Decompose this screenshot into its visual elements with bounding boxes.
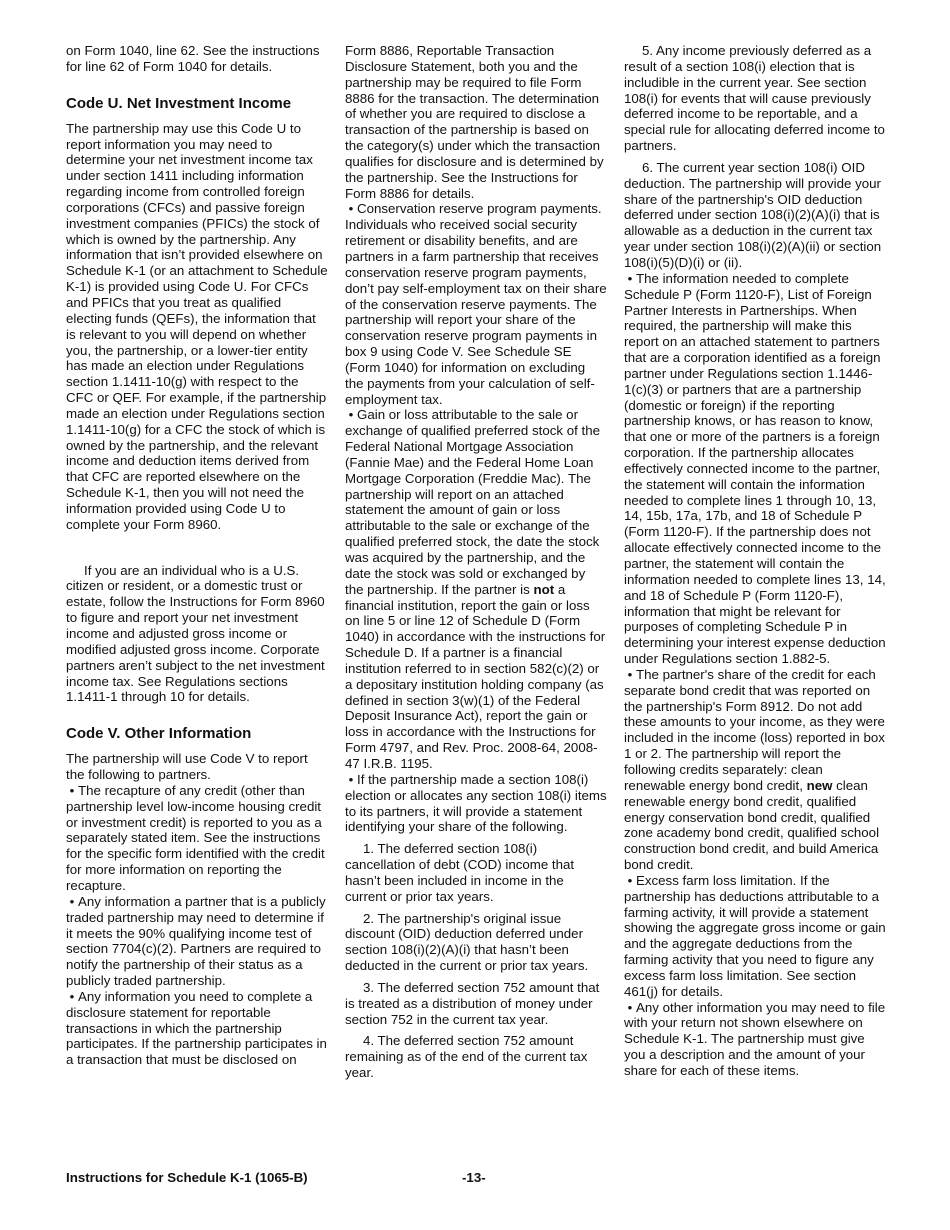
bullet-item xyxy=(66,783,328,894)
bold-text: new xyxy=(806,777,833,793)
bullet-text: clean renewable energy bond credit, qualified energy conservation bond credit, qualified zone academy bond credit, qualified school construction bond credit, and build America bond credit. xyxy=(624,777,880,873)
paragraph: The partnership may use this Code U to report information you may need to determine your net investment income tax under section 1411 including information regarding income from controlled foreign corporations (CFCs) and passive foreign investment companies (PFICs) the stock of which is owned by the partnership. Any information that isn’t provided elsewhere on Schedule K-1 (or an attachment to Schedule K-1) is provided using Code U. For CFCs and PFICs that you treat as qualified electing funds (QEFs), the information that is relevant to you will depend on whether you, the partnership, or a lower-tier entity has made an election under Regulations section 1.1411-10(g) with respect to the CFC or QEF. For example, if the partnership made an election under Regulations section 1.1411-10(g) for a CFC the stock of which is owned by the partnership, and the relevant income and deduction items derived from that CFC are reported elsewhere on the Schedule K-1, then you will not need the information provided using Code U to complete your Form 8960. xyxy=(66,120,328,532)
bullet-item xyxy=(624,271,886,667)
bullet-text: Excess farm loss limitation. If the partnership has deductions attributable to a farming activity, it will provide a statement showing the aggregate gross income or gain and the aggregate deductions from the farming activity that you need to figure any excess farm loss limitation. See section 461(j) for details. xyxy=(624,872,886,999)
bullet-text: Gain or loss attributable to the sale or exchange of qualified preferred stock of the Federal National Mortgage Association (Fannie Mae) and the Federal Home Loan Mortgage Corporation (Freddie Mac). The partnership will report on an attached statement the amount of gain or loss attributable to the sale or exchange of the qualified preferred stock, the date the stock was acquired by the partnership, and the date the stock was sold or exchanged by the partnership. If the partner is xyxy=(345,407,601,597)
bullet-item xyxy=(66,894,328,989)
numbered-item: 2. The partnership's original issue discount (OID) deduction deferred under section 108(i)(2)(A)(i) that hasn’t been deducted in the current or prior tax years. xyxy=(345,910,589,974)
bullet-item xyxy=(624,873,886,1000)
heading-code-u: Code U. Net Investment Income xyxy=(66,94,292,112)
numbered-item: 4. The deferred section 752 amount remaining as of the end of the current tax year. xyxy=(345,1033,588,1081)
paragraph: The partnership will use Code V to report the following to partners. xyxy=(66,751,308,783)
bullet-text: Any other information you may need to file with your return not shown elsewhere on Schedule K-1. The partnership must give you a description and the amount of your share for each of these items. xyxy=(624,999,886,1078)
column-3 xyxy=(624,43,886,1079)
bullet-item xyxy=(345,201,607,407)
numbered-item: 5. Any income previously deferred as a result of a section 108(i) election that is includible in the current year. See section 108(i) for events that will cause previously deferred income to be reportable, and a special rule for allocating deferred income to partners. xyxy=(624,43,885,154)
numbered-item: 3. The deferred section 752 amount that is treated as a distribution of money under section 752 in the current tax year. xyxy=(345,979,600,1027)
bold-text: not xyxy=(533,581,555,597)
numbered-item: 1. The deferred section 108(i) cancellation of debt (COD) income that hasn’t been included in income in the current or prior tax years. xyxy=(345,841,575,904)
bullet-text: a financial institution, report the gain or loss on line 5 or line 12 of Schedule D (Form 1040) in accordance with the instructions for Schedule D. If a partner is a financial institution referred to in section 582(c)(2) or a depositary institution holding company (as defined in section 3(w)(1) of the Federal Deposit Insurance Act), report the gain or loss in accordance with the Instructions for Form 4797, and Rev. Proc. 2008-64, 2008-47 I.R.B. 1195. xyxy=(345,581,606,771)
paragraph: If you are an individual who is a U.S. citizen or resident, or a domestic trust or estate, follow the Instructions for Form 8960 to figure and report your net investment income and adjusted gross income or modified adjusted gross income. Corporate partners aren’t subject to the net investment income tax. See Regulations sections 1.1411-1 through 10 for details. xyxy=(66,562,325,705)
bullet-item xyxy=(345,772,607,835)
bullet-item xyxy=(624,667,886,873)
bullet-item xyxy=(624,1000,886,1079)
paragraph: on Form 1040, line 62. See the instructions for line 62 of Form 1040 for details. xyxy=(66,43,320,74)
bullet-text: Conservation reserve program payments. Individuals who received social security retirement or disability benefits, and are partners in a farm partnership that receives conservation reserve program payments, don’t pay self-employment tax on their share of the conservation reserve payments. The partnership will report your share of the conservation reserve program payments in box 9 using Code V. See Schedule SE (Form 1040) for information on excluding the payments from your calculation of self-employment tax. xyxy=(345,201,607,407)
footer-title: Instructions for Schedule K-1 (1065-B) xyxy=(66,1170,308,1185)
column-2 xyxy=(345,43,607,1081)
column-1 xyxy=(66,43,328,1068)
numbered-item: 6. The current year section 108(i) OID deduction. The partnership will provide your share of the partnership's OID deduction deferred under section 108(i)(2)(A)(i) that is allowable as a deduction in the current tax year under section 108(i)(2)(A)(ii) or section 108(i)(5)(D)(i) or (ii). xyxy=(624,159,882,270)
bullet-text: If the partnership made a section 108(i) election or allocates any section 108(i) items to its partners, it will provide a statement identifying your share of the following. xyxy=(345,771,607,835)
bullet-item xyxy=(66,989,328,1068)
bullet-text: The partner's share of the credit for each separate bond credit that was reported on the partnership's Form 8912. Do not add these amounts to your income, as they were included in the income (loss) reported in box 1 or 2. The partnership will report the following credits separately: clean renewable energy bond credit, xyxy=(624,666,885,793)
heading-code-v: Code V. Other Information xyxy=(66,725,252,743)
bullet-item xyxy=(345,407,607,771)
paragraph: Form 8886, Reportable Transaction Disclosure Statement, both you and the partnership may be required to file Form 8886 for the transaction. The determination of whether you are required to disclose a transaction of the partnership is based on the category(s) under which the transaction qualifies for disclosure and is determined by the partnership. See the Instructions for Form 8886 for details. xyxy=(345,43,604,201)
bullet-text: The information needed to complete Schedule P (Form 1120-F), List of Foreign Partner Interests in Partnerships. When required, the partnership will make this report on an attached statement to partners that are a corporation identified as a foreign partner under Regulations section 1.1446-1(c)(3) or partners that are a partnership (domestic or foreign) if the reporting partnership knows, or has reason to know, that one or more of the partners is a foreign corporation. If the partnership allocates effectively connected income to the partner, the statement will contain the information needed to complete lines 1 through 10, 13, 14, 15b, 17a, 17b, and 18 of Schedule P (Form 1120-F). If the partnership does not allocate effectively connected income to the partner, the statement will contain the information needed to complete lines 13, 14, and 18 of Schedule P (Form 1120-F), information that might be relevant for purposes of completing Schedule P in determining your interest expense deduction under Regulations section 1.882-5. xyxy=(624,270,886,667)
page-number: -13- xyxy=(462,1170,486,1185)
bullet-text: The recapture of any credit (other than partnership level low-income housing credit or investment credit) is reported to you as a separately stated item. See the instructions for the specific form identified with the credit for more information on reporting the recapture. xyxy=(66,782,325,893)
bullet-text: Any information you need to complete a disclosure statement for reportable transactions in which the partnership participates. If the partnership participates in a transaction that must be disclosed on xyxy=(66,988,327,1068)
bullet-text: Any information a partner that is a publicly traded partnership may need to determine if it meets the 90% qualifying income test of section 7704(c)(2). Partners are required to notify the partnership of their status as a publicly traded partnership. xyxy=(66,893,326,989)
